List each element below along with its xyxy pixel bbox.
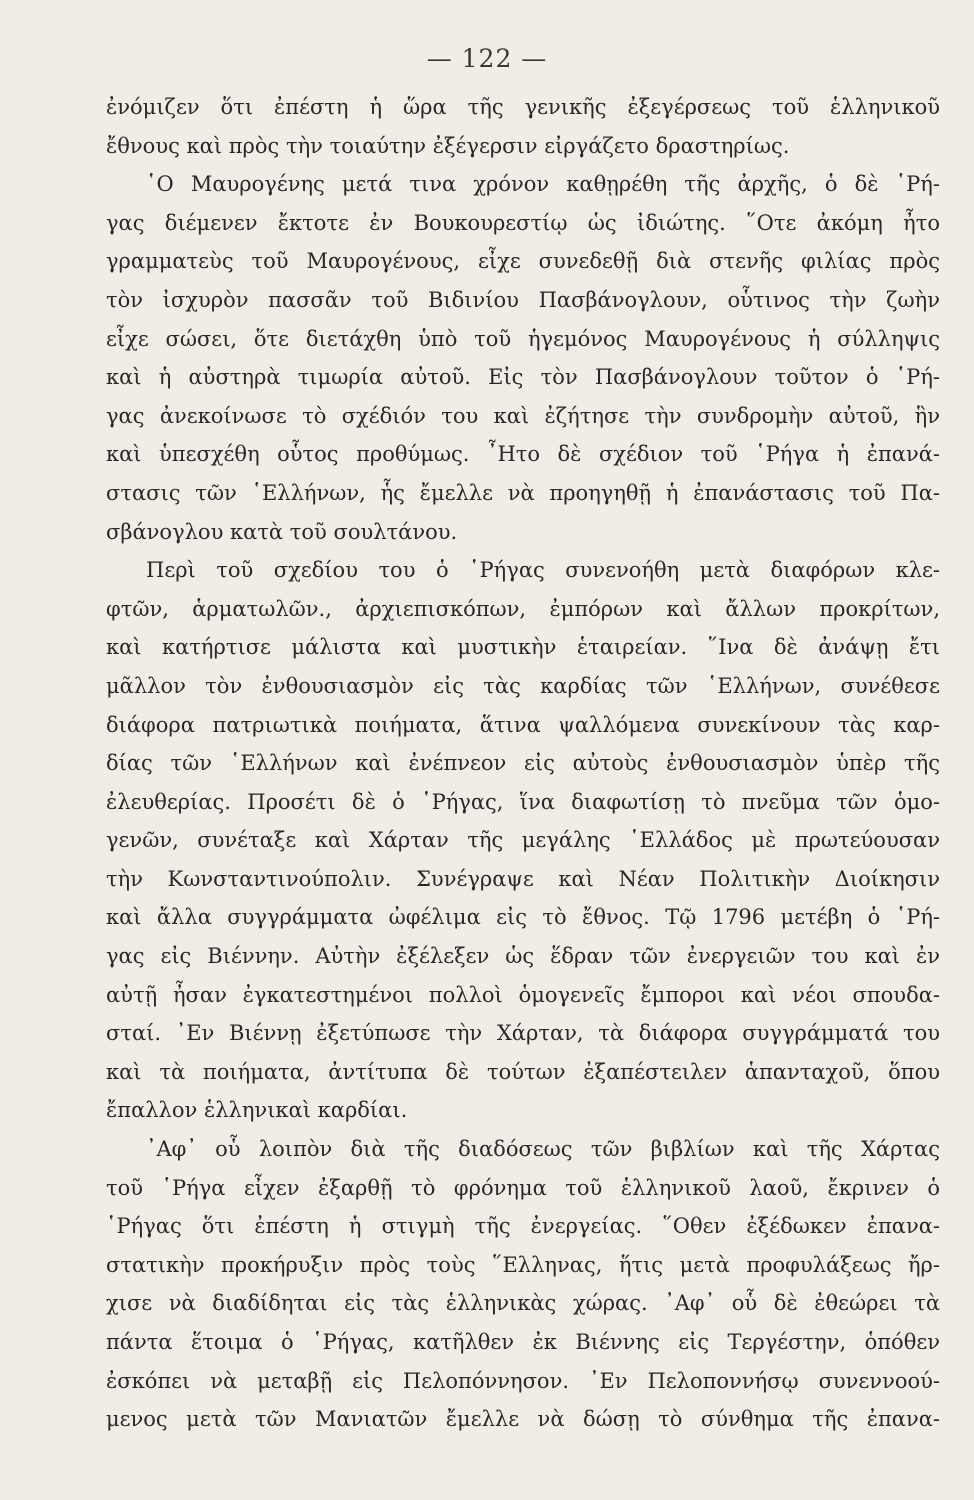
text-line: φτῶν, ἁρματωλῶν., ἀρχιεπισκόπων, ἐμπόρων καὶ ἄλλων προκρίτων, — [106, 596, 940, 621]
text-line: χισε νὰ διαδίδηται εἰς τὰς ἑλληνικὰς χώρας. ᾿Αφ᾿ οὗ δὲ ἐθεώρει τὰ — [106, 1291, 940, 1316]
text-line: μενος μετὰ τῶν Μανιατῶν ἔμελλε νὰ δώσῃ τὸ σύνθημα τῆς ἐπανα- — [106, 1407, 940, 1432]
text-line: ἐλευθερίας. Προσέτι δὲ ὁ ῾Ρήγας, ἵνα διαφωτίσῃ τὸ πνεῦμα τῶν ὁμο- — [106, 789, 940, 814]
text-line: γας διέμενεν ἔκτοτε ἐν Βουκουρεστίῳ ὡς ἰδιώτης. ῞Οτε ἀκόμη ἦτο — [106, 210, 940, 235]
text-line: ῾Ο Μαυρογένης μετά τινα χρόνον καθῃρέθη τῆς ἀρχῆς, ὁ δὲ ῾Ρή- — [146, 172, 940, 197]
text-line: ἔθνους καὶ πρὸς τὴν τοιαύτην ἐξέγερσιν εἰργάζετο δραστηρίως. — [106, 133, 790, 158]
text-line: πάντα ἕτοιμα ὁ ῾Ρήγας, κατῆλθεν ἐκ Βιέννης εἰς Τεργέστην, ὁπόθεν — [106, 1330, 940, 1354]
text-line: στατικὴν προκήρυξιν πρὸς τοὺς ῞Ελληνας, ἥτις μετὰ προφυλάξεως ἤρ- — [106, 1252, 940, 1277]
text-line: ᾿Αφ᾿ οὗ λοιπὸν διὰ τῆς διαδόσεως τῶν βιβλίων καὶ τῆς Χάρτας — [146, 1137, 940, 1162]
text-line: καὶ ἡ αὐστηρὰ τιμωρία αὐτοῦ. Εἰς τὸν Πασβάνογλουν τοῦτον ὁ ῾Ρή- — [106, 365, 940, 390]
page-number: — 122 — — [426, 44, 548, 73]
text-line: ἐνόμιζεν ὅτι ἐπέστη ἡ ὥρα τῆς γενικῆς ἐξεγέρσεως τοῦ ἑλληνικοῦ — [106, 95, 940, 119]
text-line: καὶ ὑπεσχέθη οὗτος προθύμως. ῏Ητο δὲ σχέδιον τοῦ ῾Ρήγα ἡ ἐπανά- — [106, 442, 940, 467]
text-line: σταί. ᾿Εν Βιέννῃ ἐξετύπωσε τὴν Χάρταν, τὰ διάφορα συγγράμματά του — [106, 1021, 940, 1046]
text-line: καὶ ἄλλα συγγράμματα ὠφέλιμα εἰς τὸ ἔθνος. Τῷ 1796 μετέβη ὁ ῾Ρή- — [106, 905, 940, 930]
text-line: γενῶν, συνέταξε καὶ Χάρταν τῆς μεγάλης ῾Ελλάδος μὲ πρωτεύουσαν — [106, 828, 940, 853]
text-line: καὶ τὰ ποιήματα, ἀντίτυπα δὲ τούτων ἐξαπέστειλεν ἁπανταχοῦ, ὅπου — [106, 1059, 940, 1084]
text-line: γραμματεὺς τοῦ Μαυρογένους, εἶχε συνεδεθῇ διὰ στενῆς φιλίας πρὸς — [106, 249, 940, 274]
text-line: Περὶ τοῦ σχεδίου του ὁ ῾Ρήγας συνενοήθη μετὰ διαφόρων κλε- — [146, 558, 940, 583]
text-line: τοῦ ῾Ρήγα εἶχεν ἐξαρθῇ τὸ φρόνημα τοῦ ἑλληνικοῦ λαοῦ, ἔκρινεν ὁ — [106, 1175, 940, 1200]
text-line: γας εἰς Βιέννην. Αὐτὴν ἐξέλεξεν ὡς ἕδραν τῶν ἐνεργειῶν του καὶ ἐν — [106, 944, 940, 969]
text-line: μᾶλλον τὸν ἐνθουσιασμὸν εἰς τὰς καρδίας τῶν ῾Ελλήνων, συνέθεσε — [106, 673, 940, 698]
body-text — [106, 88, 940, 1439]
text-line: δίας τῶν ῾Ελλήνων καὶ ἐνέπνεον εἰς αὐτοὺς ἐνθουσιασμὸν ὑπὲρ τῆς — [106, 751, 940, 776]
text-line: τὸν ἰσχυρὸν πασσᾶν τοῦ Βιδινίου Πασβάνογλουν, οὗτινος τὴν ζωὴν — [106, 287, 940, 312]
text-line: καὶ κατήρτισε μάλιστα καὶ μυστικὴν ἑταιρείαν. ῞Ινα δὲ ἀνάψῃ ἔτι — [106, 635, 940, 660]
text-line: στασις τῶν ῾Ελλήνων, ἧς ἔμελλε νὰ προηγηθῇ ἡ ἐπανάστασις τοῦ Πα- — [106, 480, 940, 505]
text-line: ῾Ρήγας ὅτι ἐπέστη ἡ στιγμὴ τῆς ἐνεργείας. ῞Οθεν ἐξέδωκεν ἐπανα- — [106, 1214, 940, 1239]
text-line: γας ἀνεκοίνωσε τὸ σχέδιόν του καὶ ἐζήτησε τὴν συνδρομὴν αὐτοῦ, ἣν — [106, 403, 940, 428]
text-line: αὐτῇ ἦσαν ἐγκατεστημένοι πολλοὶ ὁμογενεῖς ἔμποροι καὶ νέοι σπουδα- — [106, 982, 940, 1007]
text-line: διάφορα πατριωτικὰ ποιήματα, ἅτινα ψαλλόμενα συνεκίνουν τὰς καρ- — [106, 712, 940, 737]
text-line: εἶχε σώσει, ὅτε διετάχθη ὑπὸ τοῦ ἡγεμόνος Μαυρογένους ἡ σύλληψις — [106, 326, 940, 351]
text-line: σβάνογλου κατὰ τοῦ σουλτάνου. — [106, 519, 458, 544]
text-line: ἔπαλλον ἑλληνικαὶ καρδίαι. — [106, 1098, 408, 1123]
text-line: τὴν Κωνσταντινούπολιν. Συνέγραψε καὶ Νέαν Πολιτικὴν Διοίκησιν — [106, 866, 940, 891]
text-line: ἐσκόπει νὰ μεταβῇ εἰς Πελοπόννησον. ᾿Εν Πελοποννήσῳ συνεννοού- — [106, 1368, 940, 1393]
